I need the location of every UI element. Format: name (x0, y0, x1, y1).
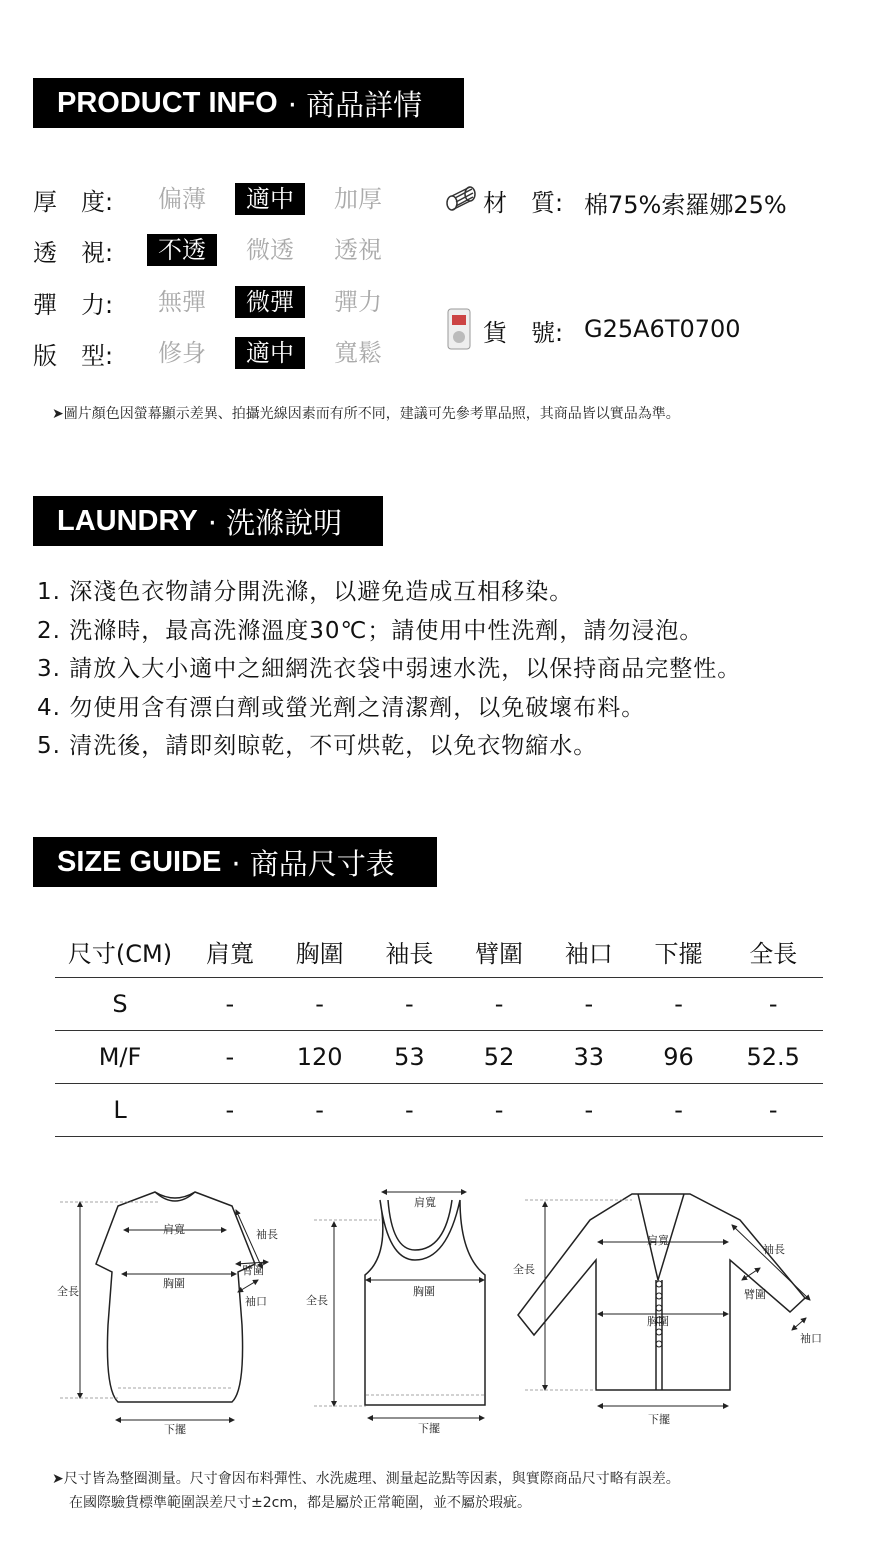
product-info-header-zh: · 商品詳情 (287, 87, 423, 122)
laundry-item: 3. 請放入大小適中之細網洗衣袋中弱速水洗，以保持商品完整性。 (37, 656, 742, 682)
laundry-header-en: LAUNDRY (57, 504, 198, 537)
size-cell: M/F (55, 1031, 185, 1084)
tank-label-shoulder: 肩寬 (414, 1196, 436, 1209)
column-header: 袖長 (364, 925, 454, 978)
measurement-cell: - (634, 978, 724, 1031)
measurement-cell: - (454, 978, 544, 1031)
laundry-header (33, 496, 383, 546)
diagram-label-arm: 臂圍 (242, 1264, 264, 1277)
diagram-label-length: 全長 (57, 1285, 79, 1298)
column-header: 下擺 (634, 925, 724, 978)
measurement-cell: - (544, 1084, 634, 1137)
cardigan-label-length: 全長 (513, 1263, 535, 1276)
cardigan-label-sleeve: 袖長 (763, 1243, 785, 1256)
size-guide-header-zh: · 商品尺寸表 (231, 846, 395, 881)
diagram-label-hem: 下擺 (164, 1423, 186, 1436)
size-cell: L (55, 1084, 185, 1137)
property-row (33, 335, 402, 371)
cardigan-label-shoulder: 肩寬 (647, 1234, 669, 1247)
diagram-label-shoulder: 肩寬 (163, 1223, 185, 1236)
measurement-cell: 96 (634, 1031, 724, 1084)
measurement-cell: - (185, 978, 275, 1031)
price-tag-icon (446, 307, 472, 355)
material-value: 棉75%索羅娜25% (584, 191, 787, 219)
measurement-cell: 53 (364, 1031, 454, 1084)
table-row (55, 1031, 823, 1084)
size-guide-header-en: SIZE GUIDE (57, 845, 222, 878)
cardigan-label-arm: 臂圍 (744, 1288, 766, 1301)
table-row (55, 978, 823, 1031)
size-cell: S (55, 978, 185, 1031)
property-option: 偏薄 (158, 185, 206, 213)
laundry-item: 1. 深淺色衣物請分開洗滌，以避免造成互相移染。 (37, 579, 574, 605)
table-row (55, 1084, 823, 1137)
laundry-item: 5. 清洗後，請即刻晾乾，不可烘乾，以免衣物縮水。 (37, 733, 598, 759)
property-label: 厚 度: (33, 187, 114, 216)
laundry-header-zh: · 洗滌說明 (207, 505, 343, 540)
property-option: 無彈 (158, 288, 206, 316)
property-option: 微透 (246, 236, 294, 264)
product-info-header (33, 78, 464, 128)
property-label: 彈 力: (33, 290, 114, 319)
measurement-cell: - (275, 978, 365, 1031)
property-option-selected: 適中 (235, 183, 305, 215)
property-option-selected: 微彈 (235, 286, 305, 318)
measurement-cell: - (634, 1084, 724, 1137)
measurement-cell: - (544, 978, 634, 1031)
diagram-label-cuff: 袖口 (245, 1295, 267, 1308)
garment-diagrams (0, 1180, 875, 1440)
laundry-item: 4. 勿使用含有漂白劑或螢光劑之清潔劑，以免破壞布料。 (37, 694, 646, 721)
size-table (55, 925, 823, 1137)
cardigan-label-hem: 下擺 (648, 1413, 670, 1426)
column-header: 臂圍 (454, 925, 544, 978)
property-option: 加厚 (334, 185, 382, 213)
column-header: 袖口 (544, 925, 634, 978)
property-row (33, 181, 402, 217)
tank-label-hem: 下擺 (418, 1422, 440, 1435)
property-label: 透 視: (33, 238, 114, 267)
tank-outline (365, 1200, 485, 1405)
property-option: 透視 (334, 236, 382, 264)
column-header: 尺寸(CM) (55, 925, 185, 978)
measurement-cell: 52.5 (723, 1031, 823, 1084)
size-note-line1: ➤尺寸皆為整圈測量。尺寸會因布料彈性、水洗處理、測量起訖點等因素，與實際商品尺寸略有誤差。 (52, 1471, 680, 1487)
cardigan-label-cuff: 袖口 (800, 1332, 822, 1345)
laundry-item: 2. 洗滌時，最高洗滌溫度30℃；請使用中性洗劑，請勿浸泡。 (37, 617, 704, 644)
measurement-cell: - (185, 1031, 275, 1084)
measurement-cell: - (723, 978, 823, 1031)
measurement-cell: - (275, 1084, 365, 1137)
property-option-selected: 適中 (235, 337, 305, 369)
measurement-cell: 33 (544, 1031, 634, 1084)
tank-label-chest: 胸圍 (413, 1285, 435, 1298)
property-label: 版 型: (33, 341, 114, 370)
material-label: 材 質: (483, 189, 564, 217)
column-header: 全長 (723, 925, 823, 978)
measurement-cell: - (364, 1084, 454, 1137)
property-option: 修身 (158, 339, 206, 367)
diagram-label-sleeve: 袖長 (256, 1228, 278, 1241)
item-no-value: G25A6T0700 (584, 315, 741, 343)
property-option: 寬鬆 (334, 339, 382, 367)
color-note: ➤圖片顏色因螢幕顯示差異、拍攝光線因素而有所不同，建議可先參考單品照，其商品皆以實品為準。 (52, 406, 680, 422)
column-header: 胸圍 (275, 925, 365, 978)
measurement-cell: 52 (454, 1031, 544, 1084)
property-option-selected: 不透 (147, 234, 217, 266)
product-info-header-en: PRODUCT INFO (57, 86, 278, 119)
measurement-cell: 120 (275, 1031, 365, 1084)
laundry-list (37, 573, 741, 766)
diagram-label-chest: 胸圍 (163, 1277, 185, 1290)
property-row (33, 232, 402, 268)
measurement-cell: - (185, 1084, 275, 1137)
measurement-cell: - (454, 1084, 544, 1137)
item-no-label: 貨 號: (483, 319, 564, 347)
measurement-cell: - (723, 1084, 823, 1137)
size-guide-header (33, 837, 437, 887)
tank-label-length: 全長 (306, 1294, 328, 1307)
property-row (33, 284, 402, 320)
column-header: 肩寬 (185, 925, 275, 978)
measurement-cell: - (364, 978, 454, 1031)
material-icon (444, 184, 480, 218)
cardigan-label-chest: 胸圍 (647, 1315, 669, 1328)
size-table-header-row (55, 925, 823, 978)
property-option: 彈力 (334, 288, 382, 316)
size-note-line2: 在國際驗貨標準範圍誤差尺寸±2cm，都是屬於正常範圍，並不屬於瑕疵。 (69, 1495, 531, 1511)
